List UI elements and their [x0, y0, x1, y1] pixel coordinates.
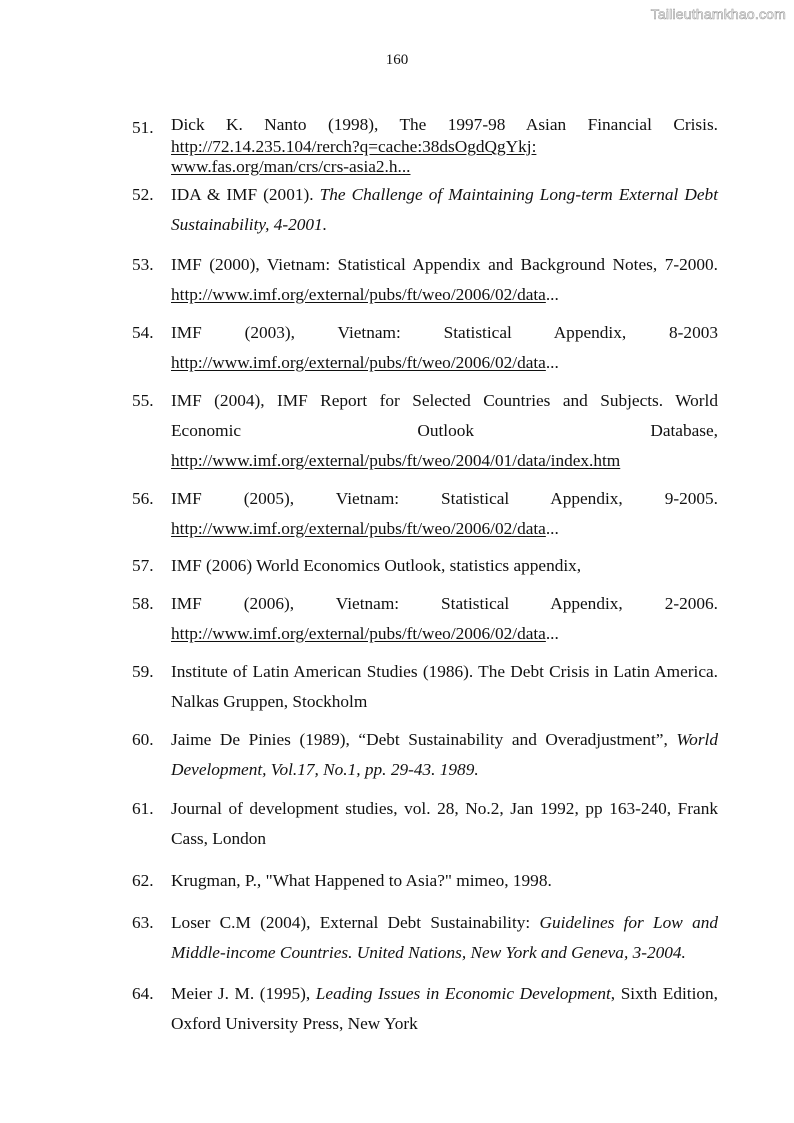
reference-link[interactable]: www.fas.org/man/crs/crs-asia2.h... [171, 157, 411, 176]
reference-text: IMF (2000), Vietnam: Statistical Appendix and Background Notes, 7-2000. [171, 255, 718, 274]
watermark: Tailieuthamkhao.com [650, 6, 786, 22]
reference-ellipsis: ... [545, 624, 559, 643]
reference-text: IMF (2005), Vietnam: Statistical Appendix, 9-2005. [171, 489, 718, 508]
reference-text: Institute of Latin American Studies (1986). The Debt Crisis in Latin America. Nalkas Gruppen, Stockholm [171, 662, 718, 711]
reference-text: IMF (2003), Vietnam: Statistical Appendix, 8-2003 [171, 323, 718, 342]
reference-item [132, 386, 718, 476]
reference-text: IDA & IMF (2001). [171, 185, 320, 204]
reference-text: Krugman, P., "What Happened to Asia?" mimeo, 1998. [171, 871, 552, 890]
page-number: 160 [385, 52, 409, 68]
reference-text: Loser C.M (2004), External Debt Sustainability: [171, 913, 540, 932]
reference-item [132, 657, 718, 717]
reference-number: 62. [132, 871, 154, 890]
reference-text: IMF (2006) World Economics Outlook, statistics appendix, [171, 556, 582, 575]
reference-item [132, 866, 718, 896]
reference-item [132, 180, 718, 240]
reference-number: 64. [132, 984, 154, 1003]
reference-link[interactable]: http://www.imf.org/external/pubs/ft/weo/2006/02/data [171, 353, 546, 372]
reference-number: 57. [132, 556, 154, 575]
reference-number: 56. [132, 489, 154, 508]
reference-title: Guidelines for Low and Middle-income Countries. United Nations, New York and Geneva, 3-2004. [171, 913, 718, 962]
reference-item [132, 908, 718, 968]
reference-text: IMF (2004), IMF Report for Selected Countries and Subjects. World Economic Outlook Database, [171, 391, 718, 440]
reference-title: Leading Issues in Economic Development [315, 984, 611, 1003]
reference-item [132, 979, 718, 1039]
reference-ellipsis: ... [545, 285, 559, 304]
reference-title: The Challenge of Maintaining Long-term External Debt Sustainability, 4-2001. [171, 185, 719, 234]
reference-link[interactable]: http://www.imf.org/external/pubs/ft/weo/2006/02/data [171, 624, 546, 643]
reference-number: 61. [132, 799, 154, 818]
reference-text: Jaime De Pinies (1989), “Debt Sustainability and Overadjustment”, [171, 730, 677, 749]
reference-link[interactable]: http://www.imf.org/external/pubs/ft/weo/2004/01/data/index.htm [171, 451, 621, 470]
reference-ellipsis: ... [545, 519, 559, 538]
reference-item [132, 794, 718, 854]
reference-text: , Sixth Edition, Oxford University Press, New York [171, 984, 718, 1033]
reference-item [132, 551, 718, 581]
reference-number: 58. [132, 594, 154, 613]
reference-number: 63. [132, 913, 154, 932]
reference-item [132, 725, 718, 785]
reference-text: Meier J. M. (1995), [171, 984, 316, 1003]
reference-number: 51. [132, 118, 154, 137]
reference-text: Journal of development studies, vol. 28, No.2, Jan 1992, pp 163-240, Frank Cass, London [171, 799, 718, 848]
reference-number: 59. [132, 662, 154, 681]
reference-link[interactable]: http://www.imf.org/external/pubs/ft/weo/2006/02/data [171, 285, 546, 304]
reference-number: 60. [132, 730, 154, 749]
reference-number: 54. [132, 323, 154, 342]
reference-item [132, 484, 718, 544]
reference-item [132, 589, 718, 649]
reference-number: 52. [132, 185, 154, 204]
reference-ellipsis: ... [545, 353, 559, 372]
reference-number: 55. [132, 391, 154, 410]
reference-item [132, 250, 718, 310]
reference-title: World Development, Vol.17, No.1, pp. 29-43. 1989. [171, 730, 718, 779]
reference-link[interactable]: http://72.14.235.104/rerch?q=cache:38dsOgdQgYkj: [171, 137, 537, 156]
reference-item [132, 113, 718, 177]
reference-number: 53. [132, 255, 154, 274]
reference-text: IMF (2006), Vietnam: Statistical Appendix, 2-2006. [171, 594, 718, 613]
reference-link[interactable]: http://www.imf.org/external/pubs/ft/weo/2006/02/data [171, 519, 546, 538]
reference-item [132, 318, 718, 378]
reference-text: Dick K. Nanto (1998), The 1997-98 Asian Financial Crisis. [171, 115, 718, 134]
